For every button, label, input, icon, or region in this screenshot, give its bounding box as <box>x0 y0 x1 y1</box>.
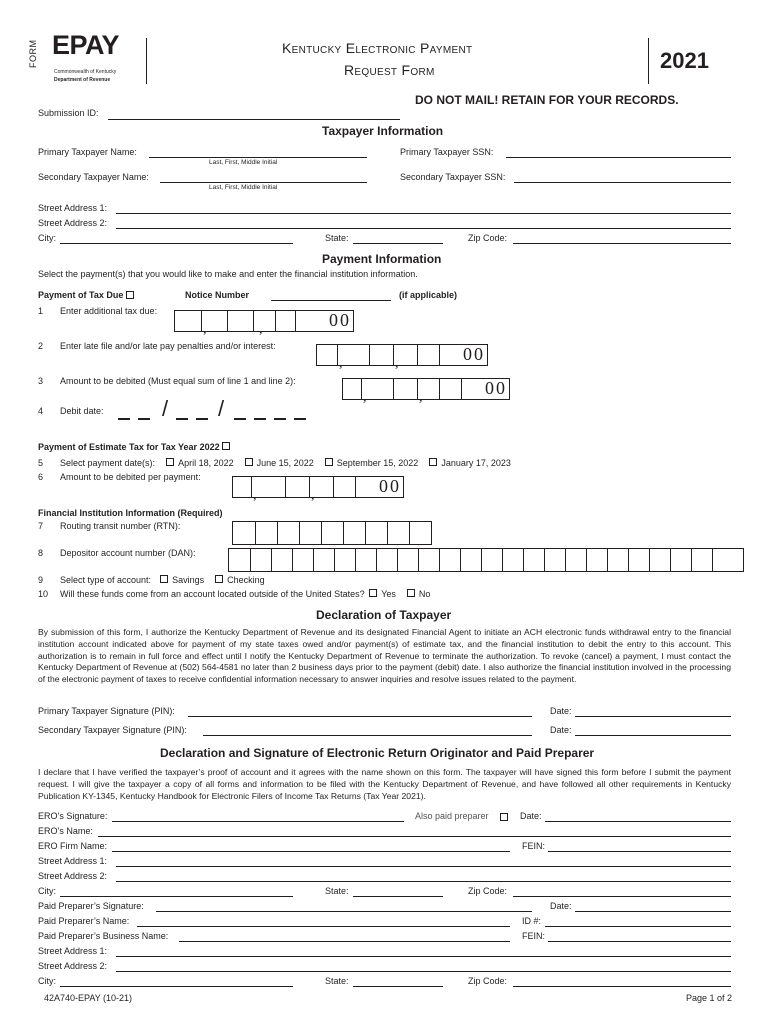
form-code: EPAY <box>52 30 120 60</box>
city-field[interactable] <box>60 243 293 244</box>
tax-year: 2021 <box>660 48 709 73</box>
date-april-label: April 18, 2022 <box>178 458 234 468</box>
primary-name-field[interactable] <box>149 157 367 158</box>
pp-street-2-label: Street Address 2: <box>38 961 108 971</box>
declaration-heading: Declaration of Taxpayer <box>316 608 452 622</box>
ero-fein-label: FEIN: <box>522 841 546 851</box>
form-title-line-2: Request Form <box>344 62 435 78</box>
line-6-number: 6 <box>38 472 44 482</box>
state-label: State: <box>325 233 349 243</box>
line-8-number: 8 <box>38 548 44 558</box>
payment-intro-text: Select the payment(s) that you would like to make and enter the financial institution information. <box>38 269 418 279</box>
secondary-name-field[interactable] <box>160 182 367 183</box>
notice-number-field[interactable] <box>271 300 391 301</box>
state-field[interactable] <box>353 243 443 244</box>
line-3-label: Amount to be debited (Must equal sum of line 1 and line 2): <box>60 376 296 386</box>
pp-business-label: Paid Preparer’s Business Name: <box>38 931 169 941</box>
line-1-cents: 00 <box>329 310 351 330</box>
ero-state-field[interactable] <box>353 896 443 897</box>
line-2-cents: 00 <box>463 344 485 364</box>
pp-name-label: Paid Preparer’s Name: <box>38 916 130 926</box>
pp-signature-field[interactable] <box>156 911 532 912</box>
pp-date-field[interactable] <box>575 911 731 912</box>
submission-id-label: Submission ID: <box>38 108 99 118</box>
estimate-tax-checkbox[interactable] <box>222 442 230 450</box>
line-8-label: Depositor account number (DAN): <box>60 548 196 558</box>
secondary-signature-label: Secondary Taxpayer Signature (PIN): <box>38 725 187 735</box>
pp-id-label: ID #: <box>522 916 542 926</box>
line-9-label: Select type of account: <box>60 575 152 585</box>
line-4-label: Debit date: <box>60 406 104 416</box>
name-format-hint: Last, First, Middle Initial <box>209 184 278 191</box>
line-9-number: 9 <box>38 575 44 585</box>
date-april-checkbox[interactable] <box>166 458 174 466</box>
ero-street-2-field[interactable] <box>116 881 731 882</box>
line-3-cents: 00 <box>485 378 507 398</box>
pp-street-1-label: Street Address 1: <box>38 946 108 956</box>
page-number: Page 1 of 2 <box>686 993 733 1003</box>
secondary-signature-field[interactable] <box>203 735 532 736</box>
org-line-1: Commonwealth of Kentucky <box>54 69 117 75</box>
ero-zip-field[interactable] <box>513 896 731 897</box>
primary-ssn-label: Primary Taxpayer SSN: <box>400 147 494 157</box>
secondary-date-label: Date: <box>550 725 572 735</box>
line-1-label: Enter additional tax due: <box>60 306 158 316</box>
line-6-amount-input[interactable]: , , 00 <box>232 476 404 498</box>
ero-declaration-text: I declare that I have verified the taxpayer’s proof of account and it agrees with the name shown on this form. The taxpayer will have signed this form before I submit the payment request. I will give the taxpayer a copy of all forms and information to be filed with the Kentucky Department of Revenue, and have followed all other requirements in Kentucky Publication KY-1345, Kentucky Handbook for Electronic Filers of Income Tax Returns (Tax Year 2021). <box>38 767 731 801</box>
ero-firm-name-field[interactable] <box>112 851 510 852</box>
org-line-2: Department of Revenue <box>54 77 111 83</box>
pp-zip-field[interactable] <box>513 986 731 987</box>
pp-signature-label: Paid Preparer’s Signature: <box>38 901 144 911</box>
secondary-ssn-label: Secondary Taxpayer SSN: <box>400 172 506 182</box>
ero-date-field[interactable] <box>545 821 731 822</box>
zip-field[interactable] <box>513 243 731 244</box>
account-number-input[interactable] <box>228 548 744 572</box>
notice-number-label: Notice Number <box>185 290 250 300</box>
secondary-ssn-field[interactable] <box>514 182 731 183</box>
primary-signature-field[interactable] <box>188 716 532 717</box>
estimate-tax-heading <box>38 442 234 452</box>
ero-name-label: ERO’s Name: <box>38 826 93 836</box>
line-7-label: Routing transit number (RTN): <box>60 521 181 531</box>
pp-street-1-field[interactable] <box>116 956 731 957</box>
date-september-label: September 15, 2022 <box>336 458 419 468</box>
declaration-text: By submission of this form, I authorize the Kentucky Department of Revenue and its designated Financial Agent to initiate an ACH electronic funds withdrawal entry to the financial institution account indicated above for payment of my state taxes owed and/or payment(s) of estimate tax, and the financial institution to debit the entry to this account. This authorization is to remain in full force and effect until I notify the Kentucky Department of Revenue to terminate the authorization. To revoke (cancel) a payment, I must contact the Kentucky Department of Revenue at (502) 564-4581 no later than 2 business days prior to the payment (debit) date. I also authorize the financial institution involved in the processing of the electronic payment of taxes to receive confidential information necessary to answer inquiries and resolve issues related to the payment. <box>38 627 731 685</box>
primary-date-label: Date: <box>550 706 572 716</box>
street-address-1-label: Street Address 1: <box>38 203 108 213</box>
ero-street-1-field[interactable] <box>116 866 731 867</box>
date-january-label: January 17, 2023 <box>441 458 511 468</box>
ero-signature-field[interactable] <box>112 821 404 822</box>
ero-zip-label: Zip Code: <box>468 886 508 896</box>
street-address-2-field[interactable] <box>116 228 731 229</box>
financial-institution-heading: Financial Institution Information (Required) <box>38 508 223 518</box>
line-3-amount-input[interactable]: , , 00 <box>342 378 510 400</box>
line-10-number: 10 <box>38 589 49 599</box>
tax-due-label: Payment of Tax Due <box>38 290 124 300</box>
pp-business-field[interactable] <box>179 941 510 942</box>
do-not-mail-notice: DO NOT MAIL! RETAIN FOR YOUR RECORDS. <box>415 93 679 107</box>
if-applicable-label: (if applicable) <box>399 290 458 300</box>
pp-fein-label: FEIN: <box>522 931 546 941</box>
form-id-footer: 42A740-EPAY (10-21) <box>44 993 133 1003</box>
ero-date-label: Date: <box>520 811 542 821</box>
pp-street-2-field[interactable] <box>116 971 731 972</box>
pp-city-field[interactable] <box>60 986 293 987</box>
line-1-number: 1 <box>38 306 44 316</box>
primary-ssn-field[interactable] <box>506 157 731 158</box>
primary-date-field[interactable] <box>575 716 731 717</box>
zip-label: Zip Code: <box>468 233 508 243</box>
pp-zip-label: Zip Code: <box>468 976 508 986</box>
date-june-checkbox[interactable] <box>245 458 253 466</box>
street-address-2-label: Street Address 2: <box>38 218 108 228</box>
tax-due-checkbox[interactable] <box>126 291 134 299</box>
form-title-line-1: Kentucky Electronic Payment <box>282 40 473 56</box>
ero-fein-field[interactable] <box>548 851 731 852</box>
also-paid-preparer-label: Also paid preparer <box>415 811 489 821</box>
debit-date-input[interactable]: / / <box>118 400 318 424</box>
ero-signature-label: ERO’s Signature: <box>38 811 108 821</box>
city-label: City: <box>38 233 56 243</box>
pp-state-label: State: <box>325 976 349 986</box>
header-divider-right <box>648 38 649 84</box>
yes-label: Yes <box>381 589 396 599</box>
line-2-amount-input[interactable]: , , 00 <box>316 344 488 366</box>
secondary-name-label: Secondary Taxpayer Name: <box>38 172 149 182</box>
line-6-label: Amount to be debited per payment: <box>60 472 201 482</box>
secondary-date-field[interactable] <box>575 735 731 736</box>
line-7-number: 7 <box>38 521 44 531</box>
ero-street-1-label: Street Address 1: <box>38 856 108 866</box>
line-10-row <box>60 589 430 599</box>
checking-label: Checking <box>227 575 265 585</box>
ero-city-label: City: <box>38 886 56 896</box>
outside-us-no-checkbox[interactable] <box>407 589 415 597</box>
pp-state-field[interactable] <box>353 986 443 987</box>
line-9-row <box>60 575 265 585</box>
form-word-label: FORM <box>28 39 38 68</box>
line-5-row <box>60 458 511 468</box>
primary-signature-label: Primary Taxpayer Signature (PIN): <box>38 706 175 716</box>
ero-state-label: State: <box>325 886 349 896</box>
date-june-label: June 15, 2022 <box>256 458 314 468</box>
date-january-checkbox[interactable] <box>429 458 437 466</box>
line-1-amount-input[interactable]: , , 00 <box>174 310 354 332</box>
no-label: No <box>418 589 431 599</box>
routing-number-input[interactable] <box>232 521 432 545</box>
outside-us-yes-checkbox[interactable] <box>369 589 377 597</box>
ero-firm-name-label: ERO Firm Name: <box>38 841 108 851</box>
pp-date-label: Date: <box>550 901 572 911</box>
pp-city-label: City: <box>38 976 56 986</box>
ero-city-field[interactable] <box>60 896 293 897</box>
also-paid-preparer-checkbox[interactable] <box>500 813 508 821</box>
date-september-checkbox[interactable] <box>325 458 333 466</box>
pp-id-field[interactable] <box>545 926 731 927</box>
line-2-number: 2 <box>38 341 44 351</box>
street-address-1-field[interactable] <box>116 213 731 214</box>
line-5-number: 5 <box>38 458 44 468</box>
pp-name-field[interactable] <box>137 926 510 927</box>
name-format-hint: Last, First, Middle Initial <box>209 159 278 166</box>
ero-street-2-label: Street Address 2: <box>38 871 108 881</box>
submission-id-field[interactable] <box>108 119 400 120</box>
line-10-label: Will these funds come from an account located outside of the United States? <box>60 589 365 599</box>
pp-fein-field[interactable] <box>548 941 731 942</box>
line-6-cents: 00 <box>379 476 401 496</box>
savings-label: Savings <box>172 575 205 585</box>
header-divider-left <box>146 38 147 84</box>
ero-declaration-heading: Declaration and Signature of Electronic Return Originator and Paid Preparer <box>160 746 595 760</box>
taxpayer-info-heading: Taxpayer Information <box>322 124 444 138</box>
estimate-tax-label: Payment of Estimate Tax for Tax Year 2022 <box>38 442 220 452</box>
checking-checkbox[interactable] <box>215 575 223 583</box>
ero-name-field[interactable] <box>98 836 731 837</box>
primary-name-label: Primary Taxpayer Name: <box>38 147 137 157</box>
line-5-label: Select payment date(s): <box>60 458 156 468</box>
line-3-number: 3 <box>38 376 44 386</box>
line-4-number: 4 <box>38 406 44 416</box>
line-2-label: Enter late file and/or late pay penalties and/or interest: <box>60 341 276 351</box>
payment-info-heading: Payment Information <box>322 252 442 266</box>
savings-checkbox[interactable] <box>160 575 168 583</box>
